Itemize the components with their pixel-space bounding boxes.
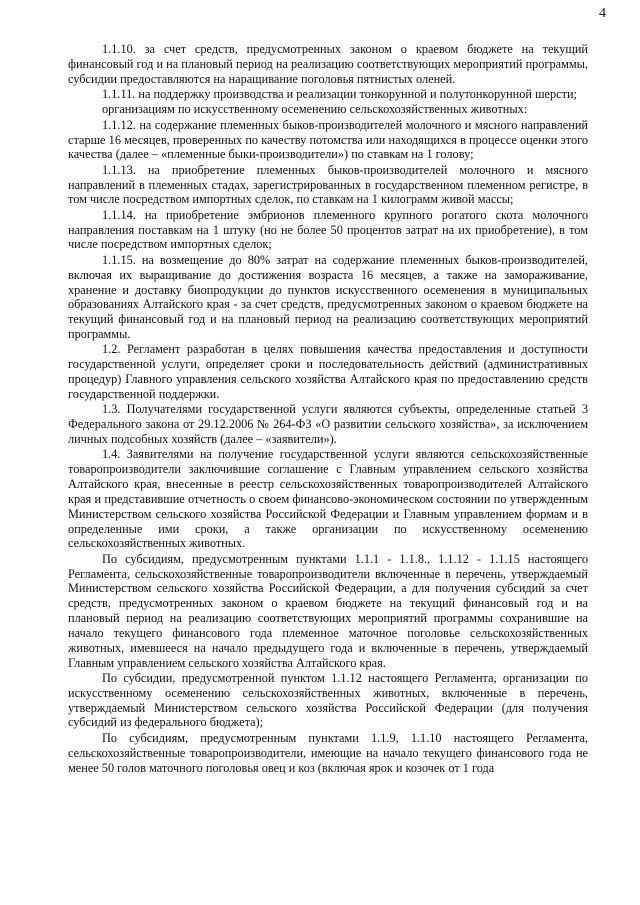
paragraph: организациям по искусственному осеменению сельскохозяйственных животных:: [102, 102, 528, 117]
paragraph: 1.1.10. за счет средств, предусмотренных законом о краевом бюджете на текущий финансовый год и на плановый период на реализацию соответствующих мероприятий программы, субсидии предоставляются на наращивание поголовья пятнистых оленей.: [68, 42, 588, 86]
document-body: [68, 42, 588, 776]
paragraph: 1.4. Заявителями на получение государственной услуги являются сельскохозяйственные товаропроизводители заключившие соглашение с Главным управлением сельского хозяйства Алтайского края, внесенные в реестр сельскохозяйственных товаропроизводителей Алтайского края и представившие отчетность о своем финансово-экономическом состоянии по утвержденным Министерством сельского хозяйства Российской Федерации и Главным управлением формам и в определенные ими сроки, а также организации по искусственному осеменению сельскохозяйственных животных.: [68, 447, 588, 551]
page-number: 4: [599, 6, 606, 21]
paragraph: 1.1.13. на приобретение племенных быков-производителей молочного и мясного направлений в племенных стадах, зарегистрированных в государственном племенном регистре, в том числе посредством импортных сделок, по ставкам на 1 килограмм живой массы;: [68, 162, 588, 207]
paragraph: По субсидиям, предусмотренным пунктами 1.1.1 - 1.1.8., 1.1.12 - 1.1.15 настоящего Регламента, сельскохозяйственные товаропроизводители включенные в перечень, утверждаемый Министерством сельского хозяйства Российской Федерации, а для получения субсидий за счет средств, предусмотренных законом о краевом бюджете на текущий финансовый год и на плановый период на реализацию соответствующих мероприятий программы сохранившие на начало текущего финансового года племенное маточное поголовье сельскохозяйственных животных, имевшееся на начало предыдущего года и включенные в перечень, утверждаемый Главным управлением сельского хозяйства Алтайского края.: [68, 551, 588, 670]
paragraph: 1.1.15. на возмещение до 80% затрат на содержание племенных быков-производителей, включая их выращивание до достижения возраста 16 месяцев, а также на замораживание, хранение и доставку биопродукции до пунктов искусственного осеменения в муниципальных образованиях Алтайского края - за счет средств, предусмотренных законом о краевом бюджете на текущий финансовый год и на плановый период на реализацию соответствующих мероприятий программы.: [68, 252, 588, 342]
paragraph: 1.1.11. на поддержку производства и реализации тонкорунной и полутонкорунной шерсти;: [102, 87, 577, 102]
paragraph: 1.3. Получателями государственной услуги являются субъекты, определенные статьей 3 Федерального закона от 29.12.2006 № 264-ФЗ «О развитии сельского хозяйства», за исключением личных подсобных хозяйств (далее – «заявители»).: [68, 402, 588, 446]
paragraph: 1.2. Регламент разработан в целях повышения качества предоставления и доступности государственной услуги, определяет сроки и последовательность действий (административных процедур) Главного управления сельского хозяйства Алтайского края по предоставлению средств государственной поддержки.: [68, 342, 588, 401]
paragraph: 1.1.14. на приобретение эмбрионов племенного крупного рогатого скота молочного направления поставкам на 1 штуку (но не более 50 процентов затрат на их приобретение), в том числе посредством импортных сделок;: [68, 207, 588, 252]
paragraph: По субсидиям, предусмотренным пунктами 1.1.9, 1.1.10 настоящего Регламента, сельскохозяйственные товаропроизводители, имеющие на начало текущего финансового года не менее 50 голов маточного поголовья овец и коз (включая ярок и козочек от 1 года: [68, 730, 588, 775]
paragraph: По субсидии, предусмотренной пунктом 1.1.12 настоящего Регламента, организации по искусственному осеменению сельскохозяйственных животных, включенные в перечень, утверждаемый Министерством сельского хозяйства Российской Федерации (для получения субсидий из федерального бюджета);: [68, 670, 588, 730]
paragraph: 1.1.12. на содержание племенных быков-производителей молочного и мясного направлений старше 16 месяцев, проверенных по качеству потомства или находящихся в процессе оценки этого качества (далее – «племенные быки-производители») по ставкам на 1 голову;: [68, 117, 588, 162]
